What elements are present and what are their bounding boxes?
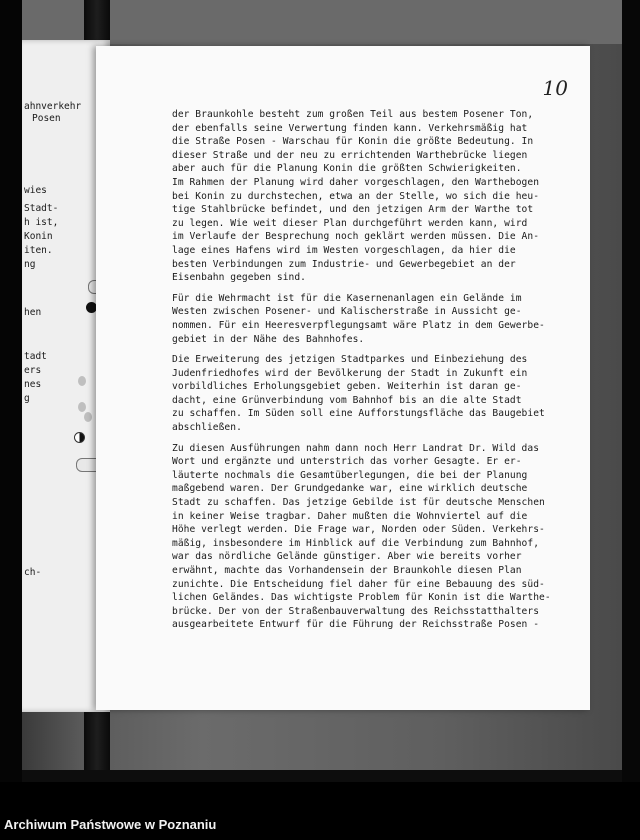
- text-line: erwähnt, machte das Vorhandensein der Braunkohle diesen Plan: [172, 565, 522, 576]
- left-film-border: [0, 0, 22, 840]
- typed-text-body: [172, 108, 640, 639]
- text-line: dieser Straße und der neu zu errichtenden Warthebrücke liegen: [172, 149, 528, 161]
- text-line: Eisenbahn gegeben sind.: [172, 272, 306, 284]
- text-line: brücke. Der von der Straßenbauverwaltung des Reichsstatthalters: [172, 605, 540, 617]
- page-blemish: [78, 402, 86, 412]
- text-line: lichen Geländes. Das wichtigste Problem für Konin ist die Warthe-: [172, 592, 551, 604]
- back-page-fragment: nes: [24, 379, 42, 390]
- text-line: zunichte. Die Entscheidung fiel daher für eine Bebauung des süd-: [172, 578, 545, 590]
- scanner-top-strip: [22, 0, 622, 44]
- paragraph: [172, 353, 640, 435]
- text-line: besten Verbindungen zum Industrie- und Gewerbegebiet an der: [172, 258, 516, 270]
- back-page-fragment: ng: [24, 259, 36, 270]
- page-blemish: [78, 376, 86, 386]
- text-line: Judenfriedhofes wird der Bevölkerung der Stadt in Zukunft ein: [172, 367, 528, 379]
- text-line: abschließen.: [172, 422, 242, 434]
- text-line: bei Konin zu durchstechen, etwa an der Stelle, wo sich die heu-: [172, 190, 540, 202]
- back-page-fragment: hen: [24, 307, 42, 318]
- text-line: im Verlaufe der Besprechung noch geklärt werden müssen. Die An-: [172, 231, 540, 243]
- text-line: die Straße Posen - Warschau für Konin die größte Bedeutung. In: [172, 136, 534, 148]
- page-number: 10: [542, 76, 568, 100]
- text-line: Stadt zu schaffen. Das jetzige Gebilde ist für deutsche Menschen: [172, 497, 545, 509]
- text-line: Westen zwischen Posener- und Kalischerstraße in Aussicht ge-: [172, 306, 522, 318]
- text-line: Zu diesen Ausführungen nahm dann noch Herr Landrat Dr. Wild das: [172, 442, 540, 454]
- text-line: zu legen. Wie weit dieser Plan durchgeführt werden kann, wird: [172, 217, 528, 229]
- text-line: aber auch für die Planung Konin die größten Schwierigkeiten.: [172, 163, 522, 175]
- back-page-fragment: h ist,: [24, 217, 59, 228]
- back-page-fragment: Posen: [32, 113, 61, 124]
- text-line: Die Erweiterung des jetzigen Stadtparkes und Einbeziehung des: [172, 354, 528, 366]
- text-line: zu schaffen. Im Süden soll eine Aufforstungsfläche das Baugebiet: [172, 408, 545, 420]
- text-line: vorbildliches Erholungsgebiet geben. Weiterhin ist daran ge-: [172, 381, 522, 393]
- back-page-fragment: tadt: [24, 351, 47, 362]
- text-line: lage eines Hafens wird im Westen vorgeschlagen, da hier die: [172, 244, 516, 256]
- text-line: der ebenfalls seine Verwertung finden kann. Verkehrsmäßig hat: [172, 122, 528, 134]
- text-line: dacht, eine Grünverbindung vom Bahnhof bis an die alte Stadt: [172, 394, 522, 406]
- footer-band: [0, 782, 640, 840]
- text-line: läuterte nochmals die Gesamtüberlegungen, die bei der Planung: [172, 469, 528, 481]
- back-page-fragment: ch-: [24, 567, 42, 578]
- text-line: nommen. Für ein Heeresverpflegungsamt wäre Platz in dem Gewerbe-: [172, 319, 545, 331]
- text-line: ausgearbeitete Entwurf für die Führung der Reichsstraße Posen -: [172, 619, 540, 631]
- text-line: mäßig, insbesondere im Hinblick auf die Verbindung zum Bahnhof,: [172, 537, 540, 549]
- text-line: maßgebend waren. Der Grundgedanke war, eine wirklich deutsche: [172, 483, 528, 495]
- paragraph: [172, 442, 640, 632]
- text-line: der Braunkohle besteht zum großen Teil aus bestem Posener Ton,: [172, 109, 534, 120]
- text-line: Höhe verlegt werden. Die Frage war, Norden oder Süden. Verkehrs-: [172, 524, 545, 536]
- text-line: Wort und ergänzte und unterstrich das vorher Gesagte. Er er-: [172, 456, 522, 468]
- back-page-fragment: wies: [24, 185, 47, 196]
- back-page-fragment: iten.: [24, 245, 53, 256]
- back-page-fragment: ers: [24, 365, 42, 376]
- text-line: Für die Wehrmacht ist für die Kasernenanlagen ein Gelände im: [172, 292, 522, 304]
- document-page: [96, 46, 590, 710]
- archive-label: Archiwum Państwowe w Poznaniu: [4, 817, 217, 832]
- text-line: gebiet in der Nähe des Bahnhofes.: [172, 333, 365, 345]
- text-line: war das nördliche Gelände günstiger. Aber wie bereits vorher: [172, 551, 522, 563]
- paragraph: [172, 108, 640, 285]
- back-page-fragment: Konin: [24, 231, 53, 242]
- text-line: tige Stahlbrücke befindet, und den jetzigen Arm der Warthe tot: [172, 204, 534, 216]
- text-line: in keiner Weise tragbar. Daher mußten die Wohnviertel auf die: [172, 510, 528, 522]
- back-page-fragment: g: [24, 393, 30, 404]
- text-line: Im Rahmen der Planung wird daher vorgeschlagen, den Warthebogen: [172, 176, 540, 188]
- back-page-fragment: Stadt-: [24, 203, 59, 214]
- back-page-fragment: ahnverkehr: [24, 101, 82, 112]
- punch-hole: [74, 432, 85, 443]
- page-blemish: [84, 412, 92, 422]
- paragraph: [172, 292, 640, 346]
